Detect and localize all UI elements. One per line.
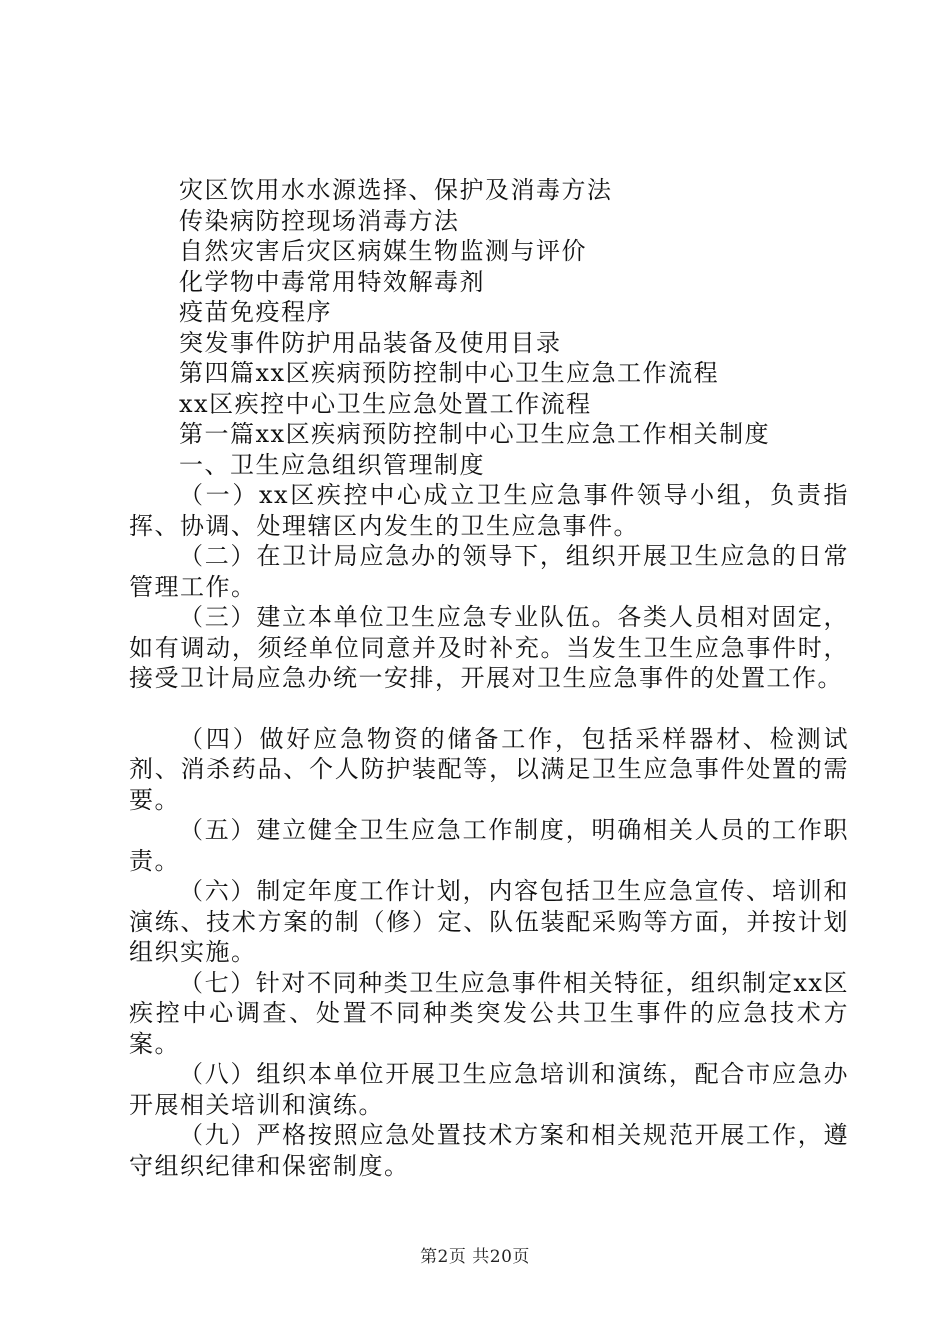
section-heading: 一、卫生应急组织管理制度: [179, 450, 485, 479]
toc-line: xx区疾控中心卫生应急处置工作流程: [179, 389, 592, 418]
paragraph: （九）严格按照应急处置技术方案和相关规范开展工作，遵守组织纪律和保密制度。: [129, 1121, 849, 1180]
toc-line: 灾区饮用水水源选择、保护及消毒方法: [179, 176, 613, 204]
paragraph: （八）组织本单位开展卫生应急培训和演练，配合市应急办开展相关培训和演练。: [129, 1060, 849, 1119]
paragraph: （一）xx区疾控中心成立卫生应急事件领导小组，负责指挥、协调、处理辖区内发生的卫生应急事件。: [129, 481, 849, 540]
paragraph: （二）在卫计局应急办的领导下，组织开展卫生应急的日常管理工作。: [129, 542, 849, 601]
toc-line: 第四篇xx区疾病预防控制中心卫生应急工作流程: [179, 359, 720, 387]
paragraph: （五）建立健全卫生应急工作制度，明确相关人员的工作职责。: [129, 816, 849, 875]
toc-line: 化学物中毒常用特效解毒剂: [179, 267, 485, 296]
toc-line: 第一篇xx区疾病预防控制中心卫生应急工作相关制度: [179, 420, 771, 448]
paragraph: （七）针对不同种类卫生应急事件相关特征，组织制定xx区疾控中心调查、处置不同种类突发公共卫生事件的应急技术方案。: [129, 968, 849, 1058]
paragraph: （三）建立本单位卫生应急专业队伍。各类人员相对固定，如有调动，须经单位同意并及时补充。当发生卫生应急事件时，接受卫计局应急办统一安排，开展对卫生应急事件的处置工作。: [129, 603, 849, 692]
page-number-footer: 第2页 共20页: [420, 1247, 530, 1267]
toc-line: 突发事件防护用品装备及使用目录: [179, 328, 562, 357]
toc-line: 疫苗免疫程序: [179, 298, 332, 326]
toc-line: 自然灾害后灾区病媒生物监测与评价: [179, 237, 587, 265]
toc-line: 传染病防控现场消毒方法: [179, 206, 460, 235]
document-body: [129, 175, 849, 1181]
blank-line: [129, 694, 849, 724]
paragraph: （四）做好应急物资的储备工作，包括采样器材、检测试剂、消杀药品、个人防护装配等，以满足卫生应急事件处置的需要。: [129, 724, 849, 814]
paragraph: （六）制定年度工作计划，内容包括卫生应急宣传、培训和演练、技术方案的制（修）定、队伍装配采购等方面，并按计划组织实施。: [129, 877, 849, 966]
